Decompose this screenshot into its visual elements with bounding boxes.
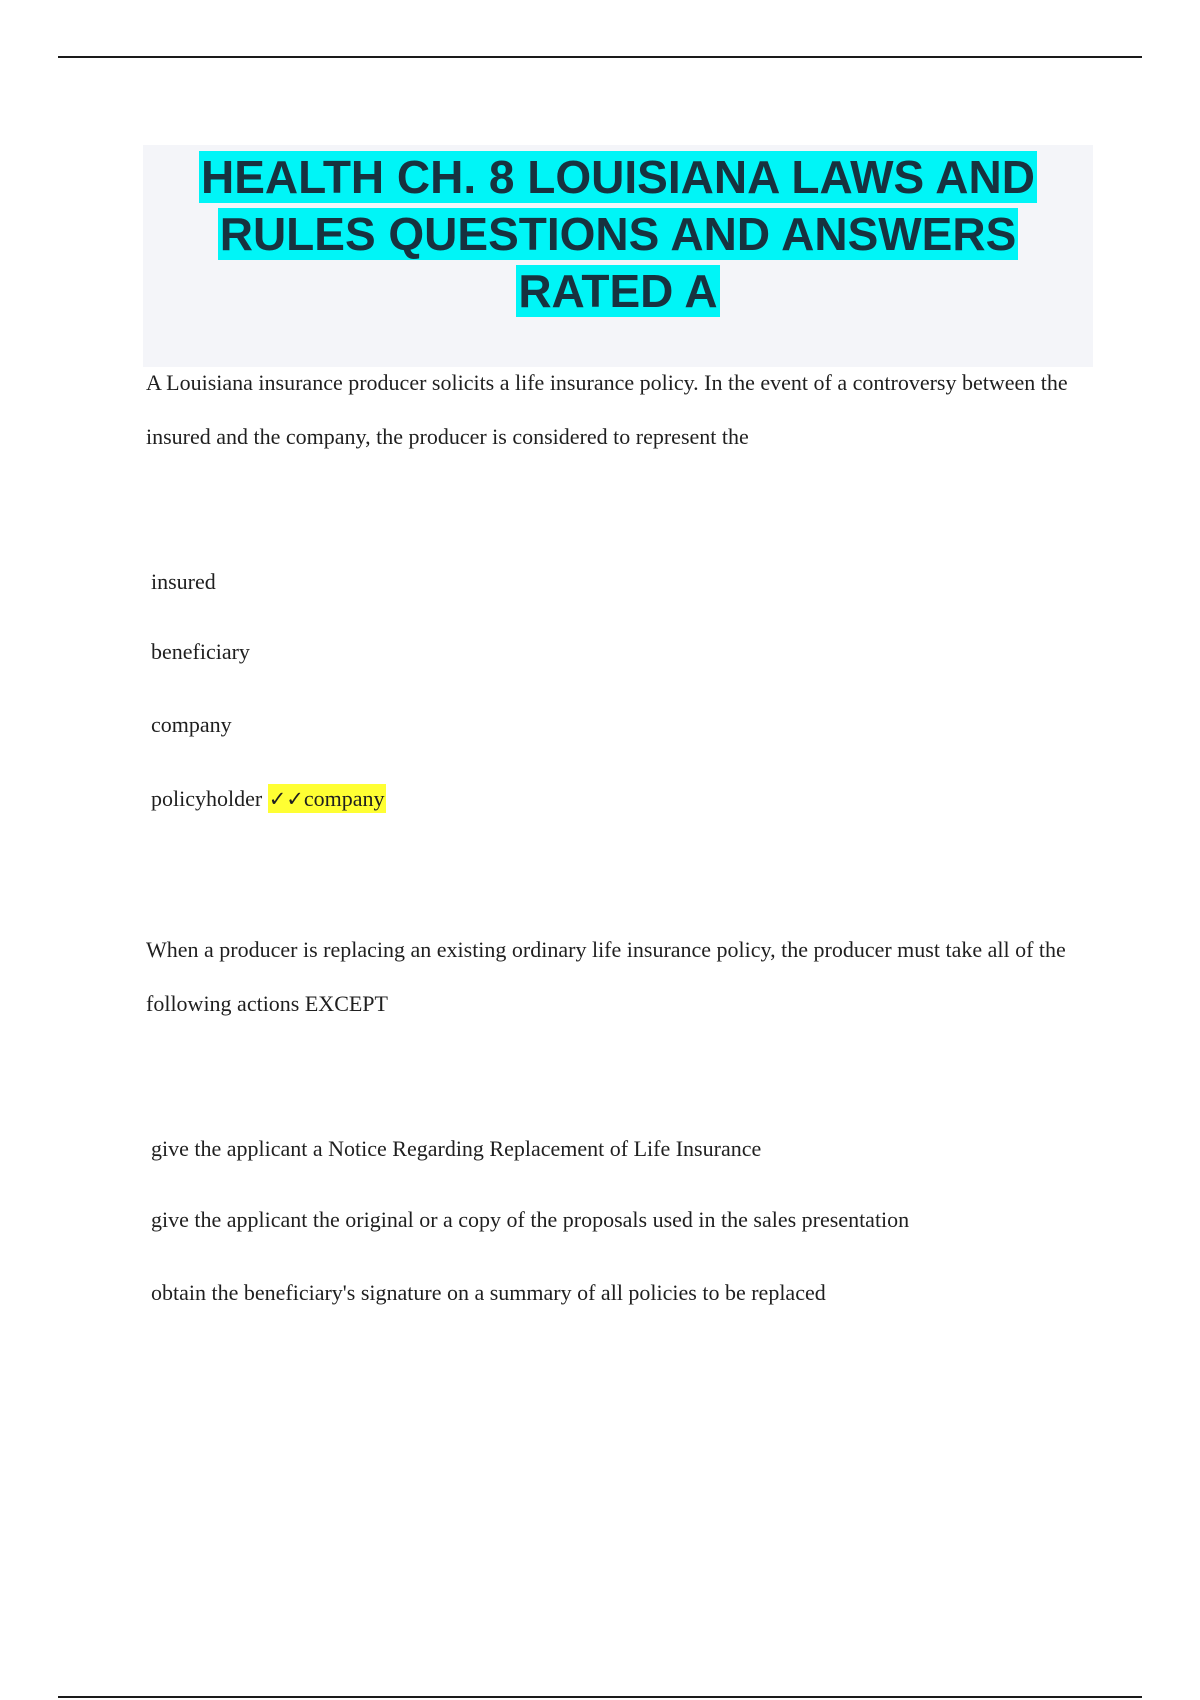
question-1-option-4-row: [151, 784, 386, 814]
question-2-option-3: obtain the beneficiary's signature on a summary of all policies to be replaced: [151, 1280, 826, 1305]
answer-highlight: [268, 784, 386, 813]
check-icon: ✓✓: [268, 787, 304, 811]
question-2-text: When a producer is replacing an existing ordinary life insurance policy, the producer must take all of the following actions EXCEPT: [146, 937, 1066, 1016]
bottom-rule: [58, 1696, 1142, 1698]
document-title: HEALTH CH. 8 LOUISIANA LAWS AND RULES QUESTIONS AND ANSWERS RATED A: [201, 151, 1035, 317]
question-1-option-3: company: [151, 712, 232, 737]
question-1-option-2: beneficiary: [151, 639, 250, 664]
question-1-option-1: insured: [151, 569, 216, 594]
question-1-text: A Louisiana insurance producer solicits a life insurance policy. In the event of a controversy between the insured and the company, the producer is considered to represent the: [146, 370, 1068, 449]
title-banner: [143, 145, 1093, 367]
question-1-option-4: policyholder: [151, 786, 263, 811]
top-rule: [58, 56, 1142, 58]
question-2-option-2: give the applicant the original or a copy of the proposals used in the sales presentation: [151, 1207, 910, 1232]
question-2-option-1: give the applicant a Notice Regarding Replacement of Life Insurance: [151, 1136, 762, 1161]
answer-text: company: [303, 786, 385, 811]
